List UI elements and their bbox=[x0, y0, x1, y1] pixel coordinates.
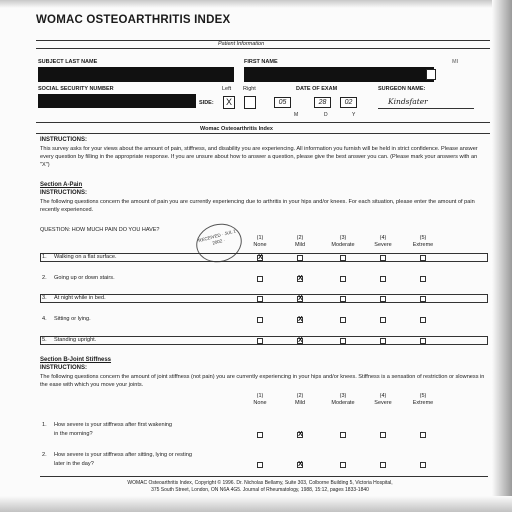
a-item-text: Going up or down stairs. bbox=[54, 275, 115, 281]
date-year-box[interactable]: 02 bbox=[340, 97, 357, 108]
b-col-5: (5) Extreme bbox=[412, 393, 434, 406]
a-item-number: 2. bbox=[42, 275, 47, 281]
a-item-text: Standing upright. bbox=[54, 337, 97, 343]
date-year-sub: Y bbox=[352, 112, 356, 118]
a-item-5-option-2-checkbox[interactable]: X bbox=[298, 337, 303, 344]
redacted-ssn bbox=[38, 94, 196, 108]
date-month-box[interactable]: 05 bbox=[274, 97, 291, 108]
a-item-number: 4. bbox=[42, 316, 47, 322]
side-left-checkbox[interactable]: X bbox=[223, 96, 235, 109]
b-col-3: (3) Moderate bbox=[331, 393, 355, 406]
section-b-title: Section B-Joint Stiffness bbox=[40, 357, 112, 363]
surgeon-signature: Kindsfater bbox=[388, 97, 428, 106]
redacted-first-name bbox=[244, 67, 434, 82]
a-col-1: (1) None bbox=[253, 235, 267, 248]
a-item-2-option-5-checkbox[interactable] bbox=[420, 276, 426, 282]
b-item-2-option-3-checkbox[interactable] bbox=[340, 462, 346, 468]
a-item-2-option-3-checkbox[interactable] bbox=[340, 276, 346, 282]
b-item-number: 2. bbox=[42, 452, 47, 458]
a-item-1-option-3-checkbox[interactable] bbox=[340, 255, 346, 261]
a-item-text: Sitting or lying. bbox=[54, 316, 91, 322]
date-day-sub: D bbox=[324, 112, 328, 118]
form-title: WOMAC OSTEOARTHRITIS INDEX bbox=[36, 14, 231, 26]
a-item-1-option-1-checkbox[interactable]: X bbox=[258, 254, 263, 261]
ssn-label: SOCIAL SECURITY NUMBER bbox=[38, 86, 114, 92]
a-item-5-option-3-checkbox[interactable] bbox=[340, 338, 346, 344]
scan-shadow-right bbox=[492, 0, 512, 512]
section-b-instructions-label: INSTRUCTIONS: bbox=[40, 365, 87, 371]
patient-info-label: Patient Information bbox=[218, 41, 265, 47]
section-a-text: The following questions concern the amount of pain you are currently experiencing due to arthritis in your hips and/or knees. For each situation, please enter the amount of pain recently experienced. bbox=[40, 199, 475, 213]
b-col-1: (1) None bbox=[253, 393, 267, 406]
date-day-box[interactable]: 28 bbox=[314, 97, 331, 108]
section-b-text: The following questions concern the amount of joint stiffness (not pain) you are currently experiencing in your hips and/or knees. Stiffness is a sensation of restriction or slowness in the ease with which you move your joints. bbox=[40, 374, 485, 388]
received-stamp: RECEIVED · JUL 1 2002 · bbox=[192, 219, 246, 268]
a-item-3-option-3-checkbox[interactable] bbox=[340, 296, 346, 302]
index-subtitle: Womac Osteoarthritis Index bbox=[200, 126, 273, 132]
a-item-number: 1. bbox=[42, 254, 47, 260]
surgeon-name-label: SURGEON NAME: bbox=[378, 86, 426, 92]
b-item-number: 1. bbox=[42, 422, 47, 428]
surgeon-line bbox=[378, 108, 474, 109]
b-item-1-option-1-checkbox[interactable] bbox=[257, 432, 263, 438]
b-item-2-option-2-checkbox[interactable]: X bbox=[298, 461, 303, 468]
a-item-number: 3. bbox=[42, 295, 47, 301]
section-a-question: QUESTION: HOW MUCH PAIN DO YOU HAVE? bbox=[40, 227, 160, 233]
date-of-exam-label: DATE OF EXAM bbox=[296, 86, 338, 92]
a-item-5-option-1-checkbox[interactable] bbox=[257, 338, 263, 344]
section-a-instructions-label: INSTRUCTIONS: bbox=[40, 190, 87, 196]
a-col-5: (5) Extreme bbox=[412, 235, 434, 248]
date-month-sub: M bbox=[294, 112, 299, 118]
b-col-2: (2) Mild bbox=[294, 393, 306, 406]
b-col-4: (4) Severe bbox=[374, 393, 392, 406]
instructions-text: This survey asks for your views about the amount of pain, stiffness, and disability you are experiencing. All information you furnish will be held in strict confidence. Please answer every question by filling in the appropriate response. If you are unsure about how to answer a question, please give the best answer you can. (Please mark your answers with an "X") bbox=[40, 146, 478, 168]
a-item-1-option-2-checkbox[interactable] bbox=[297, 255, 303, 261]
a-item-text: At night while in bed. bbox=[54, 295, 106, 301]
a-item-2-option-4-checkbox[interactable] bbox=[380, 276, 386, 282]
a-col-3: (3) Moderate bbox=[331, 235, 355, 248]
b-item-text-line-2: later in the day? bbox=[54, 461, 94, 467]
b-item-1-option-3-checkbox[interactable] bbox=[340, 432, 346, 438]
b-item-text-line-1: How severe is your stiffness after sitting, lying or resting bbox=[54, 452, 192, 458]
subject-last-name-label: SUBJECT LAST NAME bbox=[38, 59, 98, 65]
b-item-1-option-5-checkbox[interactable] bbox=[420, 432, 426, 438]
a-item-1-option-5-checkbox[interactable] bbox=[420, 255, 426, 261]
a-item-2-option-2-checkbox[interactable]: X bbox=[298, 275, 303, 282]
instructions-label: INSTRUCTIONS: bbox=[40, 137, 87, 143]
rule bbox=[36, 122, 490, 123]
left-label: Left bbox=[222, 86, 232, 92]
a-item-1-option-4-checkbox[interactable] bbox=[380, 255, 386, 261]
b-item-text-line-1: How severe is your stiffness after first wakening bbox=[54, 422, 173, 428]
rule bbox=[36, 133, 490, 134]
mi-box[interactable] bbox=[426, 69, 436, 80]
b-item-2-option-4-checkbox[interactable] bbox=[380, 462, 386, 468]
a-item-4-option-1-checkbox[interactable] bbox=[257, 317, 263, 323]
a-item-4-option-2-checkbox[interactable]: X bbox=[298, 316, 303, 323]
mi-label: MI bbox=[452, 59, 459, 65]
side-right-checkbox[interactable] bbox=[244, 96, 256, 109]
a-item-4-option-3-checkbox[interactable] bbox=[340, 317, 346, 323]
a-item-2-option-1-checkbox[interactable] bbox=[257, 276, 263, 282]
first-name-label: FIRST NAME bbox=[244, 59, 278, 65]
footer-line-2: 375 South Street, London, ON N6A 4G5. Journal of Rheumatology, 1988, 15:12, pages 1833-1840 bbox=[151, 487, 369, 493]
a-item-4-option-4-checkbox[interactable] bbox=[380, 317, 386, 323]
a-item-3-option-4-checkbox[interactable] bbox=[380, 296, 386, 302]
scan-shadow-top bbox=[0, 0, 512, 8]
b-item-1-option-4-checkbox[interactable] bbox=[380, 432, 386, 438]
footer-rule bbox=[40, 476, 488, 477]
a-col-2: (2) Mild bbox=[294, 235, 306, 248]
footer-line-1: WOMAC Osteoarthritis Index, Copyright © 1996. Dr. Nicholas Bellamy, Suite 303, Colborne Building 5, Victoria Hospital, bbox=[127, 480, 393, 486]
a-item-text: Walking on a flat surface. bbox=[54, 254, 117, 260]
rule bbox=[36, 48, 490, 49]
section-a-title: Section A-Pain bbox=[40, 182, 83, 188]
a-item-4-option-5-checkbox[interactable] bbox=[420, 317, 426, 323]
a-item-5-option-4-checkbox[interactable] bbox=[380, 338, 386, 344]
a-item-3-option-2-checkbox[interactable]: X bbox=[298, 295, 303, 302]
side-label: SIDE: bbox=[199, 100, 214, 106]
a-item-3-option-1-checkbox[interactable] bbox=[257, 296, 263, 302]
b-item-text-line-2: in the morning? bbox=[54, 431, 93, 437]
a-item-number: 5. bbox=[42, 337, 47, 343]
a-col-4: (4) Severe bbox=[374, 235, 392, 248]
b-item-2-option-5-checkbox[interactable] bbox=[420, 462, 426, 468]
b-item-1-option-2-checkbox[interactable]: X bbox=[298, 431, 303, 438]
b-item-2-option-1-checkbox[interactable] bbox=[257, 462, 263, 468]
redacted-last-name bbox=[38, 67, 234, 82]
a-item-5-option-5-checkbox[interactable] bbox=[420, 338, 426, 344]
scan-shadow-bottom bbox=[0, 496, 512, 512]
right-label: Right bbox=[243, 86, 256, 92]
a-item-3-option-5-checkbox[interactable] bbox=[420, 296, 426, 302]
